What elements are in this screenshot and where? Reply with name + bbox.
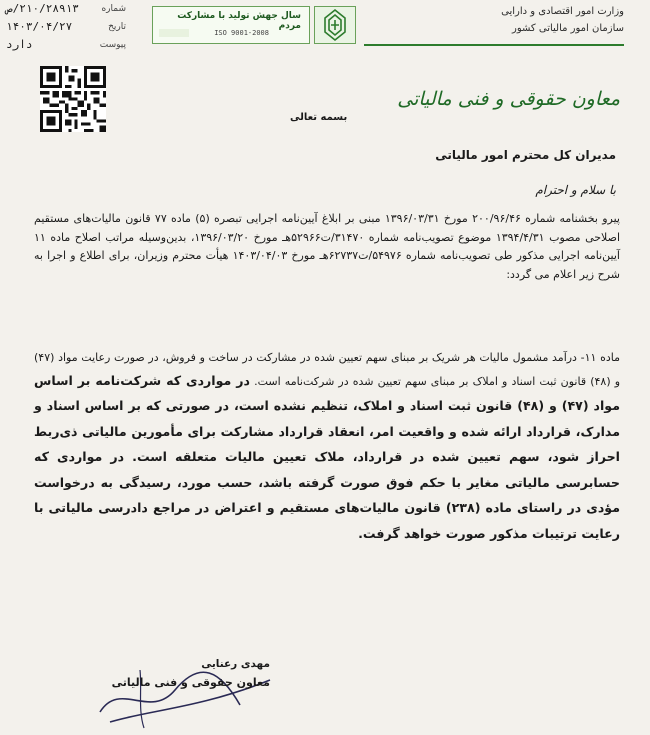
letter-paragraph-1: پیرو بخشنامه شماره ۲۰۰/۹۶/۴۶ مورخ ۱۳۹۶/۰۳/۳۱ مبنی بر ابلاغ آیین‌نامه اجرایی تبصره (۵) ماده ۷۷ قانون مالیات‌های مستقیم اصلاحی مصوب ۱۳۹۴/۴/۳۱ موضوع تصویب‌نامه شماره ۳۱۴۷۰/ت۵۲۹۶۶هـ مورخ ۱۳۹۶/۰۳/۲۰، بدین‌وسیله مراتب اصلاح ماده ۱۱ آیین‌نامه اجرایی مذکور طی تصویب‌نامه شماره ۵۴۹۷۶/ت۶۲۷۳۷هـ مورخ ۱۴۰۳/۰۴/۰۳ هیأت محترم وزیران، برای اطلاع و اجرا به شرح زیر اعلام می گردد: bbox=[34, 212, 620, 281]
ministry-name: وزارت امور اقتصادی و دارایی bbox=[501, 6, 624, 17]
signer-name: مهدی رعنایی bbox=[201, 658, 270, 670]
attachment-row bbox=[6, 36, 126, 54]
banner-decoration bbox=[159, 29, 189, 37]
article-11-bold: در مواردی که شرکت‌نامه بر اساس مواد (۴۷) و (۴۸) قانون ثبت اسناد و املاک، تنظیم نشده است، در صورتی که بر اساس اسناد و مدارک، قرارداد ارائه شده و واقعیت امر، انعقاد قرارداد مشارکت برای مأمورین مالیاتی ذی‌ربط احراز شود، سهم تعیین شده در قرارداد، ملاک تعیین مالیات متعلقه است. در مواردی که حسابرسی مالیاتی مغایر با حکم فوق صورت گرفته باشد، حسب مورد، رسیدگی به درخواست مؤدی در راستای ماده (۲۳۸) قانون مالیات‌های مستقیم و اعتراض در مراجع دادرسی مالیاتی با رعایت ترتیبات مذکور صورت خواهد گرفت. bbox=[34, 372, 621, 542]
ministry-header bbox=[364, 4, 624, 46]
number-value: ۲۱۰/۲۸۹۱۳/ص bbox=[6, 2, 79, 15]
date-value: ۱۴۰۳/۰۴/۲۷ bbox=[6, 20, 73, 33]
date-row bbox=[6, 18, 126, 36]
qr-code-icon bbox=[40, 66, 106, 132]
deputy-logo-text: معاون حقوقی و فنی مالیاتی bbox=[397, 88, 620, 110]
slogan-banner bbox=[152, 6, 310, 44]
date-label: تاریخ bbox=[108, 22, 126, 32]
number-row bbox=[6, 0, 126, 18]
attachment-value: دارد bbox=[6, 38, 33, 51]
addressee: مدیران کل محترم امور مالیاتی bbox=[435, 148, 616, 162]
signer-title: معاون حقوقی و فنی مالیاتی bbox=[111, 676, 270, 689]
letter-meta bbox=[6, 0, 126, 54]
greeting: با سلام و احترام bbox=[535, 183, 616, 197]
iso-text: ISO 9001-2008 bbox=[214, 29, 269, 37]
slogan-text: سال جهش تولید با مشارکت مردم bbox=[177, 11, 301, 31]
letter-paragraph-2 bbox=[34, 349, 620, 547]
signature-block bbox=[80, 650, 290, 730]
attachment-label: پیوست bbox=[99, 40, 126, 50]
number-label: شماره bbox=[101, 4, 126, 14]
article-11-plain: ماده ۱۱- درآمد مشمول مالیات هر شریک بر مبنای سهم تعیین شده در مشارکت در ساخت و فروش، در صورت رعایت مواد (۴۷) و (۴۸) قانون ثبت اسناد و املاک بر مبنای سهم تعیین شده در شرکت‌نامه است. bbox=[34, 351, 621, 388]
organization-name: سازمان امور مالیاتی کشور bbox=[512, 23, 624, 34]
tax-emblem-icon bbox=[314, 6, 356, 44]
basmala: بسمه تعالی bbox=[290, 112, 348, 123]
